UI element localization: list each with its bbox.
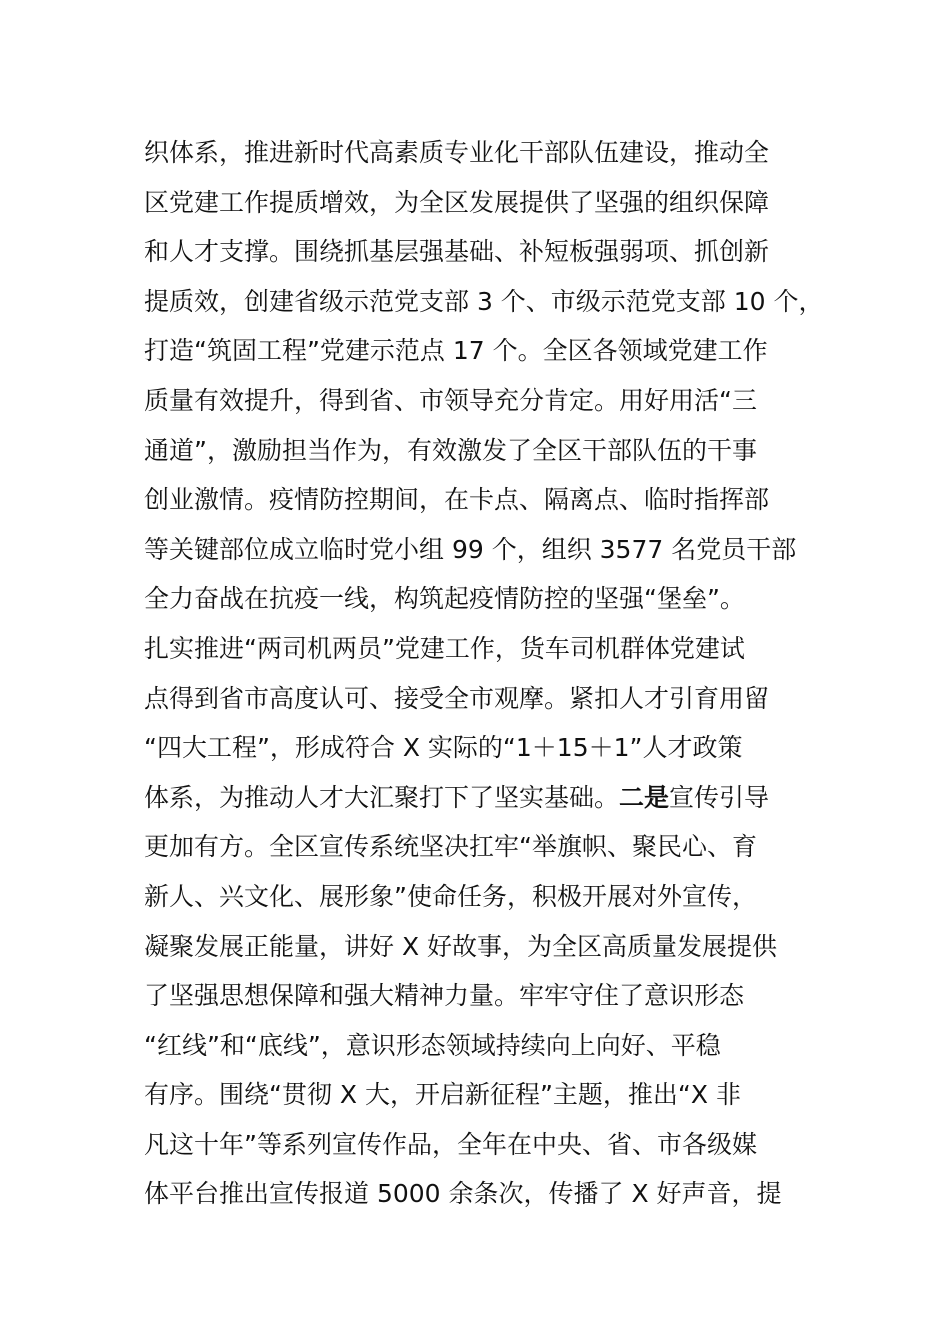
section-marker: 二是 xyxy=(619,782,670,812)
text-line: 更加有方。全区宣传系统坚决扛牢“举旗帜、聚民心、育 xyxy=(144,832,757,862)
body-text xyxy=(144,128,834,1219)
text-line: 体平台推出宣传报道 5000 余条次，传播了 X 好声音，提 xyxy=(144,1179,782,1209)
text-line: 质量有效提升，得到省、市领导充分肯定。用好用活“三 xyxy=(144,385,757,415)
text-line: 打造“筑固工程”党建示范点 17 个。全区各领域党建工作 xyxy=(144,336,768,366)
text-line: 扎实推进“两司机两员”党建工作，货车司机群体党建试 xyxy=(144,633,745,663)
text-line: 全力奋战在抗疫一线，构筑起疫情防控的坚强“堡垒”。 xyxy=(144,584,745,614)
text-line: 区党建工作提质增效，为全区发展提供了坚强的组织保障 xyxy=(144,187,770,217)
text-line: 了坚强思想保障和强大精神力量。牢牢守住了意识形态 xyxy=(144,981,745,1011)
text-line: “四大工程”，形成符合 X 实际的“1＋15＋1”人才政策 xyxy=(144,733,743,763)
text-line: 点得到省市高度认可、接受全市观摩。紧扣人才引育用留 xyxy=(144,683,770,713)
text-run: 宣传引导 xyxy=(669,782,770,812)
text-line: 和人才支撑。围绕抓基层强基础、补短板强弱项、抓创新 xyxy=(144,237,770,267)
text-run: 体系，为推动人才大汇聚打下了坚实基础。 xyxy=(144,782,620,812)
text-line: 新人、兴文化、展形象”使命任务，积极开展对外宣传， xyxy=(144,881,757,911)
text-line: 凝聚发展正能量，讲好 X 好故事，为全区高质量发展提供 xyxy=(144,931,778,961)
text-line: 等关键部位成立临时党小组 99 个，组织 3577 名党员干部 xyxy=(144,534,797,564)
text-line: 有序。围绕“贯彻 X 大，开启新征程”主题，推出“X 非 xyxy=(144,1080,741,1110)
text-line: 提质效，创建省级示范党支部 3 个、市级示范党支部 10 个， xyxy=(144,286,824,316)
text-line: 凡这十年”等系列宣传作品，全年在中央、省、市各级媒 xyxy=(144,1129,757,1159)
text-line: 织体系，推进新时代高素质专业化干部队伍建设，推动全 xyxy=(144,138,770,167)
text-line: “红线”和“底线”，意识形态领域持续向上向好、平稳 xyxy=(144,1030,721,1060)
text-line: 通道”，激励担当作为，有效激发了全区干部队伍的干事 xyxy=(144,435,757,465)
text-line: 创业激情。疫情防控期间，在卡点、隔离点、临时指挥部 xyxy=(144,485,770,515)
text-line-with-heading xyxy=(144,773,834,823)
